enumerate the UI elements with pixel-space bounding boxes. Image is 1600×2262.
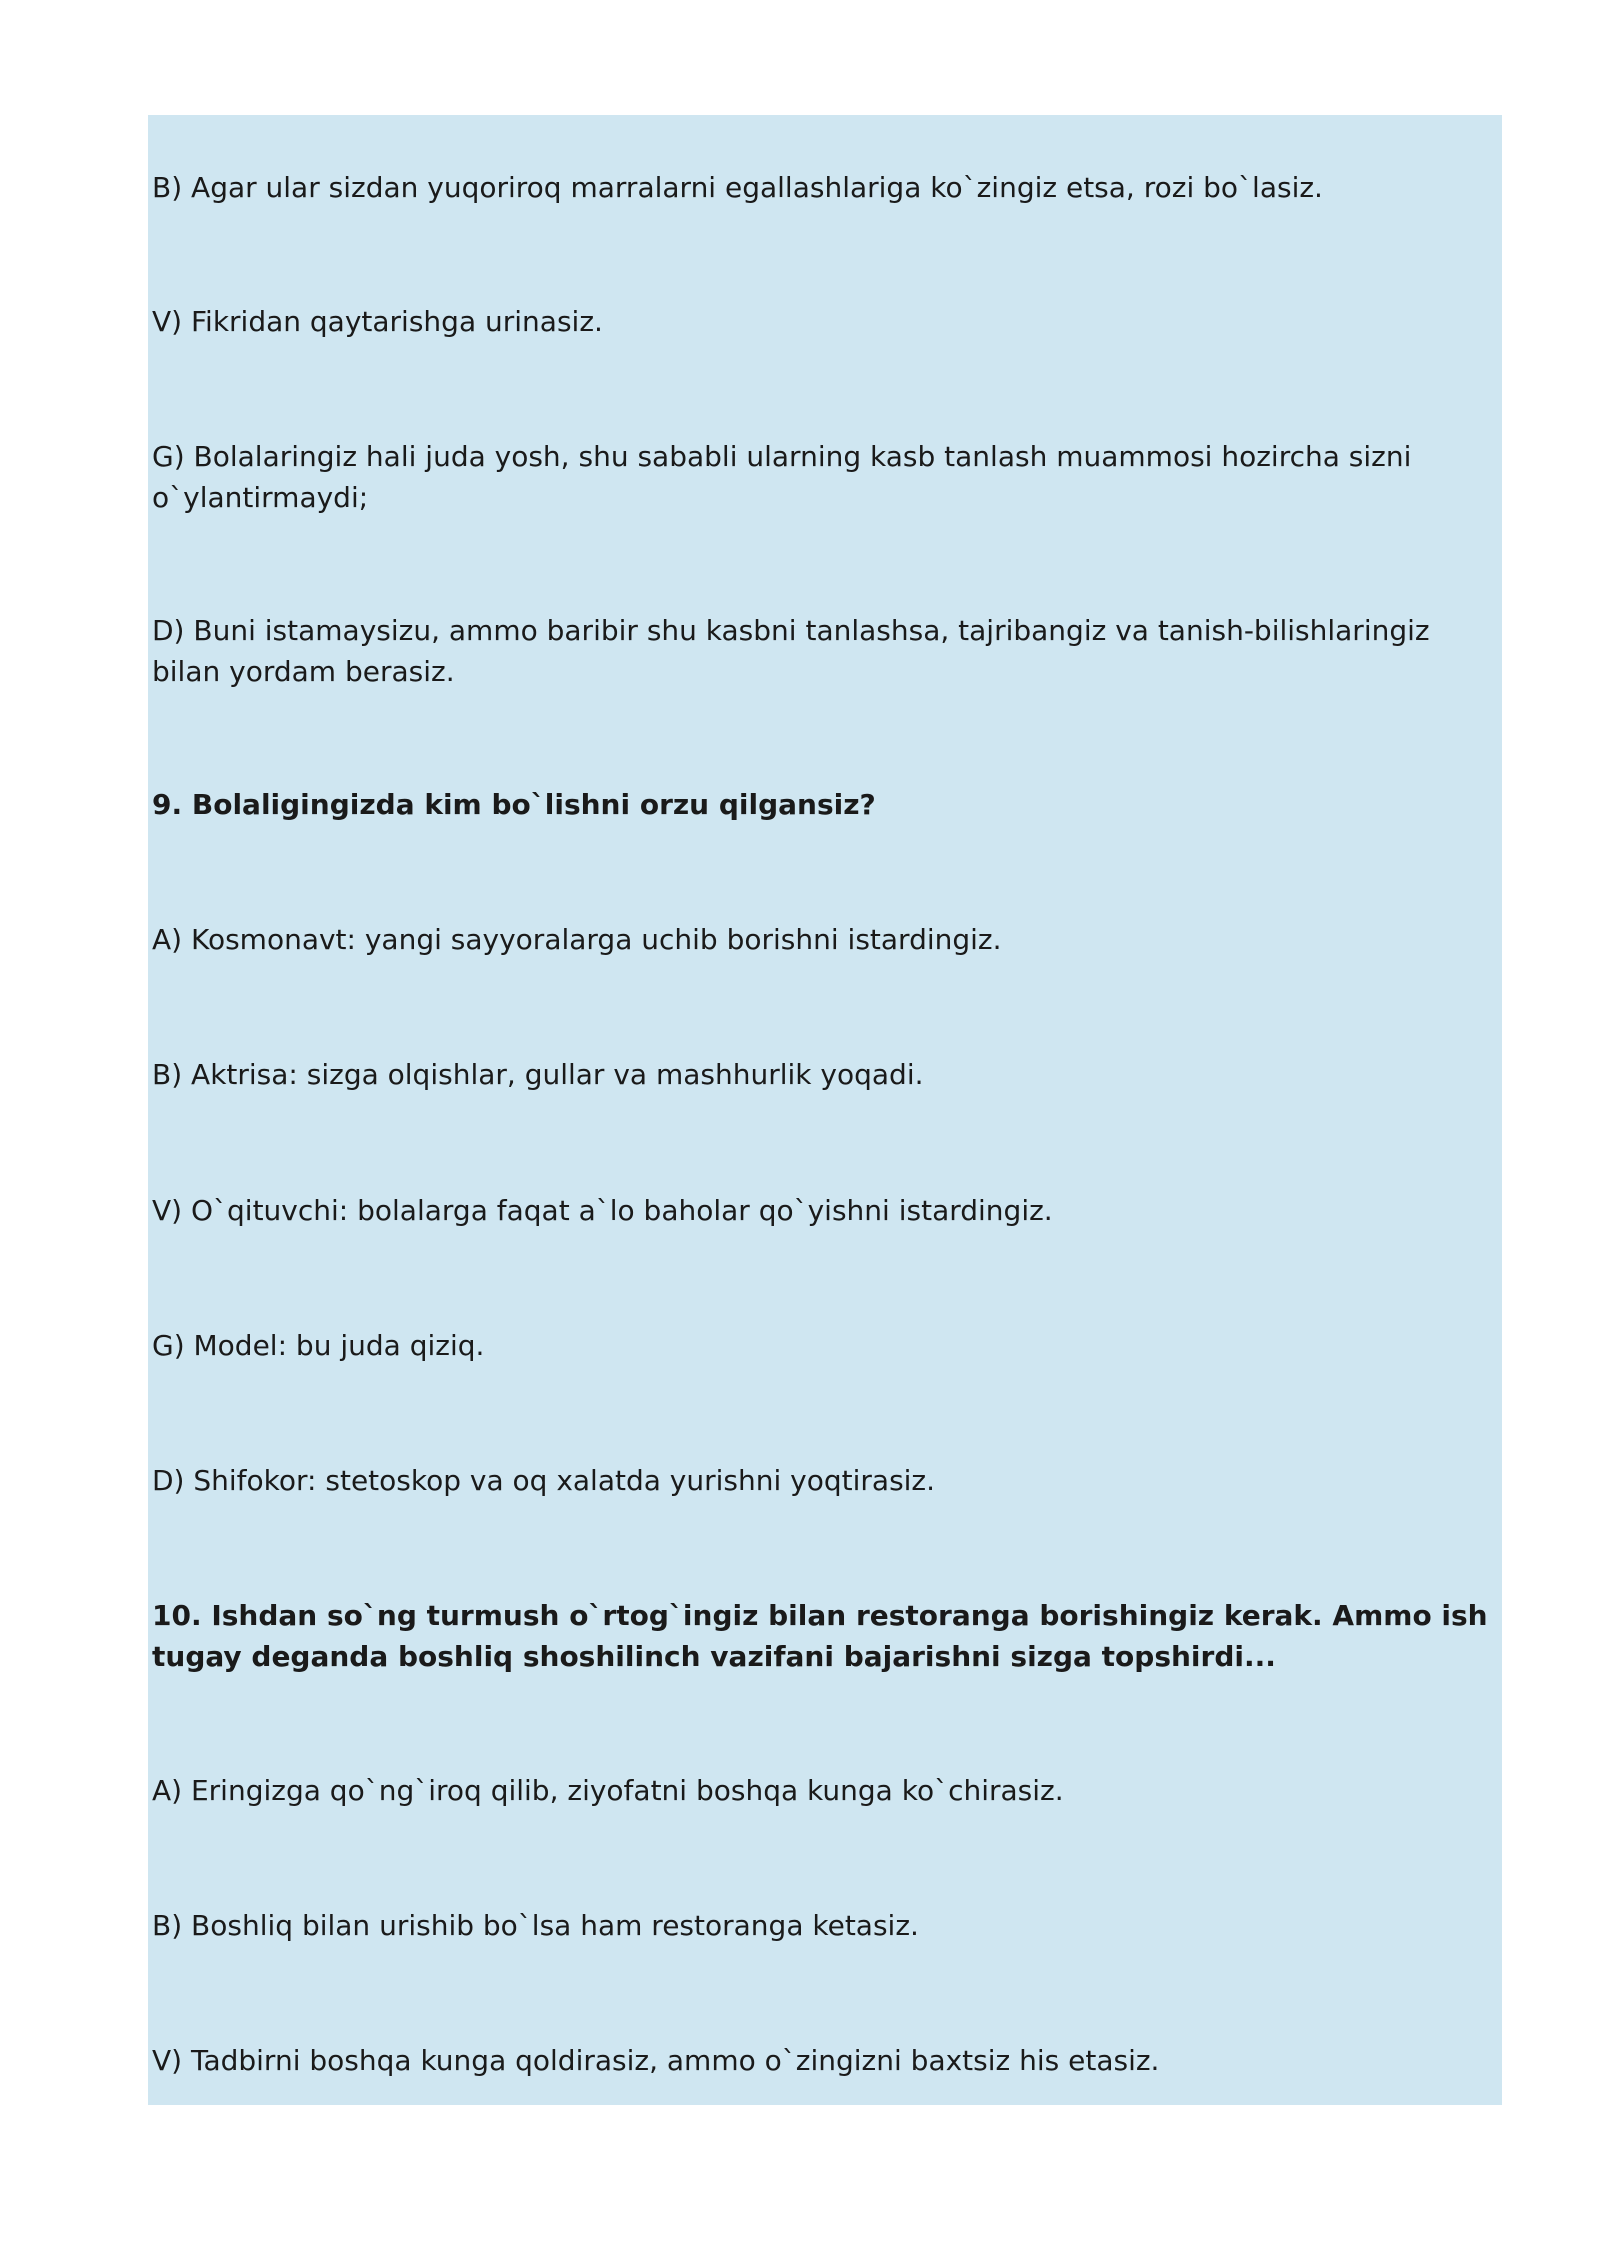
answer-option-v-q8: V) Fikridan qaytarishga urinasiz. — [152, 305, 603, 338]
answer-option-a-q9: A) Kosmonavt: yangi sayyoralarga uchib borishni istardingiz. — [152, 923, 1002, 956]
answer-option-v-q10: V) Tadbirni boshqa kunga qoldirasiz, ammo o`zingizni baxtsiz his etasiz. — [152, 2044, 1160, 2077]
answer-option-b-q8: B) Agar ular sizdan yuqoriroq marralarni egallashlariga ko`zingiz etsa, rozi bo`lasiz. — [152, 171, 1323, 204]
answer-option-a-q10: A) Eringizga qo`ng`iroq qilib, ziyofatni boshqa kunga ko`chirasiz. — [152, 1774, 1064, 1807]
answer-option-g-q9: G) Model: bu juda qiziq. — [152, 1329, 485, 1362]
answer-option-v-q9: V) O`qituvchi: bolalarga faqat a`lo baholar qo`yishni istardingiz. — [152, 1194, 1053, 1227]
answer-option-b-q9: B) Aktrisa: sizga olqishlar, gullar va mashhurlik yoqadi. — [152, 1058, 924, 1091]
question-10: 10. Ishdan so`ng turmush o`rtog`ingiz bilan restoranga borishingiz kerak. Ammo ish tugay deganda boshliq shoshilinch vazifani bajarishni sizga topshirdi... — [152, 1599, 1488, 1673]
answer-option-d-q9: D) Shifokor: stetoskop va oq xalatda yurishni yoqtirasiz. — [152, 1464, 936, 1497]
answer-option-g-q8: G) Bolalaringiz hali juda yosh, shu sababli ularning kasb tanlash muammosi hozircha sizni o`ylantirmaydi; — [152, 440, 1412, 514]
answer-option-b-q10: B) Boshliq bilan urishib bo`lsa ham restoranga ketasiz. — [152, 1909, 919, 1942]
answer-option-d-q8: D) Buni istamaysizu, ammo baribir shu kasbni tanlashsa, tajribangiz va tanish-bilishlaringiz bilan yordam berasiz. — [152, 614, 1430, 688]
question-9: 9. Bolaligingizda kim bo`lishni orzu qilgansiz? — [152, 788, 876, 821]
